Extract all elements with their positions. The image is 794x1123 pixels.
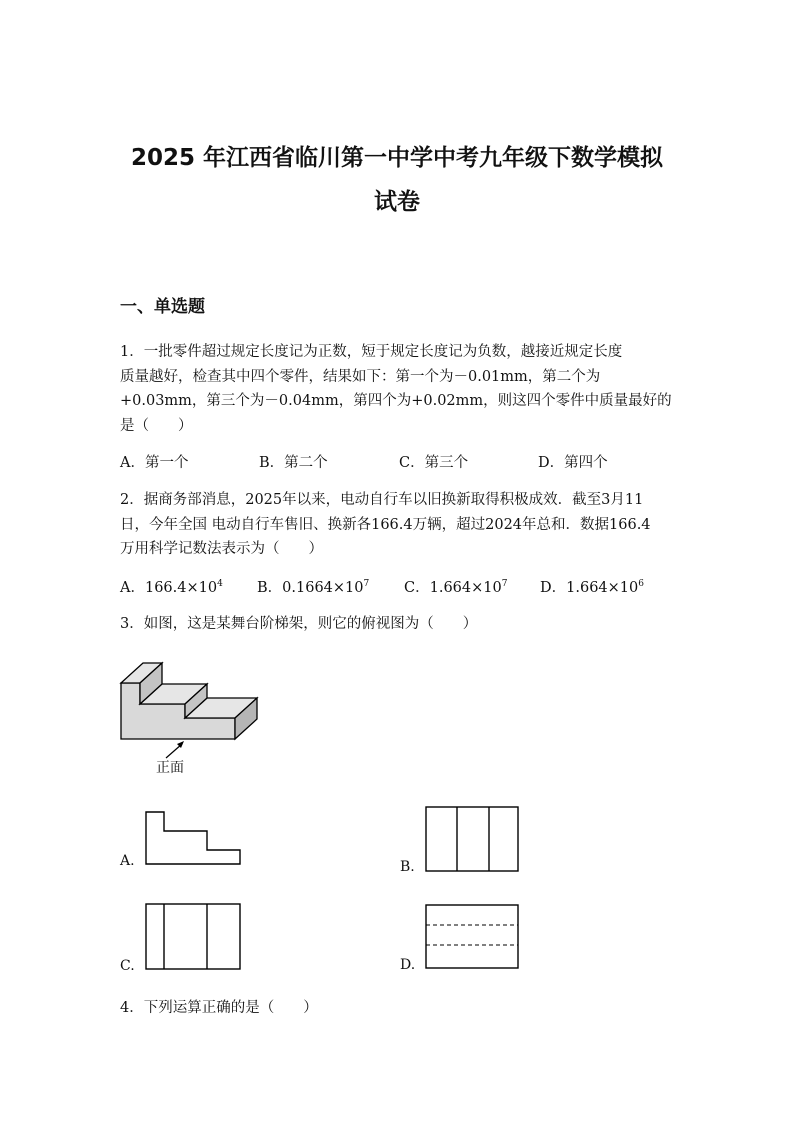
q3-option-d-label[interactable]: D. xyxy=(400,957,416,973)
q2-options xyxy=(120,576,676,600)
q1-option-d[interactable]: D．第四个 xyxy=(538,455,608,471)
q3-option-c-label[interactable]: C. xyxy=(120,958,135,974)
question-3: 3．如图，这是某舞台阶梯架，则它的俯视图为（ ） xyxy=(120,616,478,632)
title-line-1: 2025 年江西省临川第一中学中考九年级下数学模拟 xyxy=(130,145,664,171)
q3-option-d-figure[interactable] xyxy=(424,903,522,971)
q3-option-c-figure[interactable] xyxy=(144,902,244,972)
stair-isometric-figure xyxy=(118,656,268,746)
front-label: 正面 xyxy=(156,760,184,776)
q2-line: 日，今年全国 电动自行车售旧、换新各166.4万辆，超过2024年总和．数据166.4 xyxy=(120,516,651,533)
q1-line: 1．一批零件超过规定长度记为正数，短于规定长度记为负数，越接近规定长度 xyxy=(120,344,623,360)
q1-option-a[interactable]: A．第一个 xyxy=(120,455,189,471)
q2-line: 万用科学记数法表示为（ ） xyxy=(120,541,323,557)
q2-option-b[interactable]: B．$0.1664\times 10^7$ xyxy=(257,579,370,596)
q2-option-c[interactable]: C．$1.664\times 10^7$ xyxy=(404,579,508,596)
q1-option-c[interactable]: C．第三个 xyxy=(399,455,469,471)
q2-line: 2．据商务部消息，2025年以来，电动自行车以旧换新取得积极成效．截至3月11 xyxy=(120,492,644,508)
question-4: 4．下列运算正确的是（ ） xyxy=(120,1000,318,1016)
exam-title xyxy=(110,136,684,224)
q1-line: 是（ ） xyxy=(120,417,193,434)
q3-option-b-label[interactable]: B. xyxy=(400,859,415,875)
q1-line: 质量越好，检查其中四个零件，结果如下：第一个为－0.01mm，第二个为 xyxy=(120,368,601,385)
question-1 xyxy=(120,340,676,438)
q1-options xyxy=(120,451,676,475)
q1-line: +0.03mm，第三个为－0.04mm，第四个为+0.02mm，则这四个零件中质量最好的 xyxy=(120,393,672,409)
question-2 xyxy=(120,488,676,562)
section-heading: 一、单选题 xyxy=(120,297,205,317)
q3-option-a-label[interactable]: A. xyxy=(120,853,135,869)
q3-option-a-figure[interactable] xyxy=(144,810,244,868)
title-line-2: 试卷 xyxy=(374,189,420,215)
q2-option-d[interactable]: D．$1.664\times 10^6$ xyxy=(540,579,644,596)
q2-option-a[interactable]: A．$166.4\times 10^4$ xyxy=(120,579,223,596)
q3-option-b-figure[interactable] xyxy=(424,805,522,873)
q1-option-b[interactable]: B．第二个 xyxy=(259,455,328,471)
